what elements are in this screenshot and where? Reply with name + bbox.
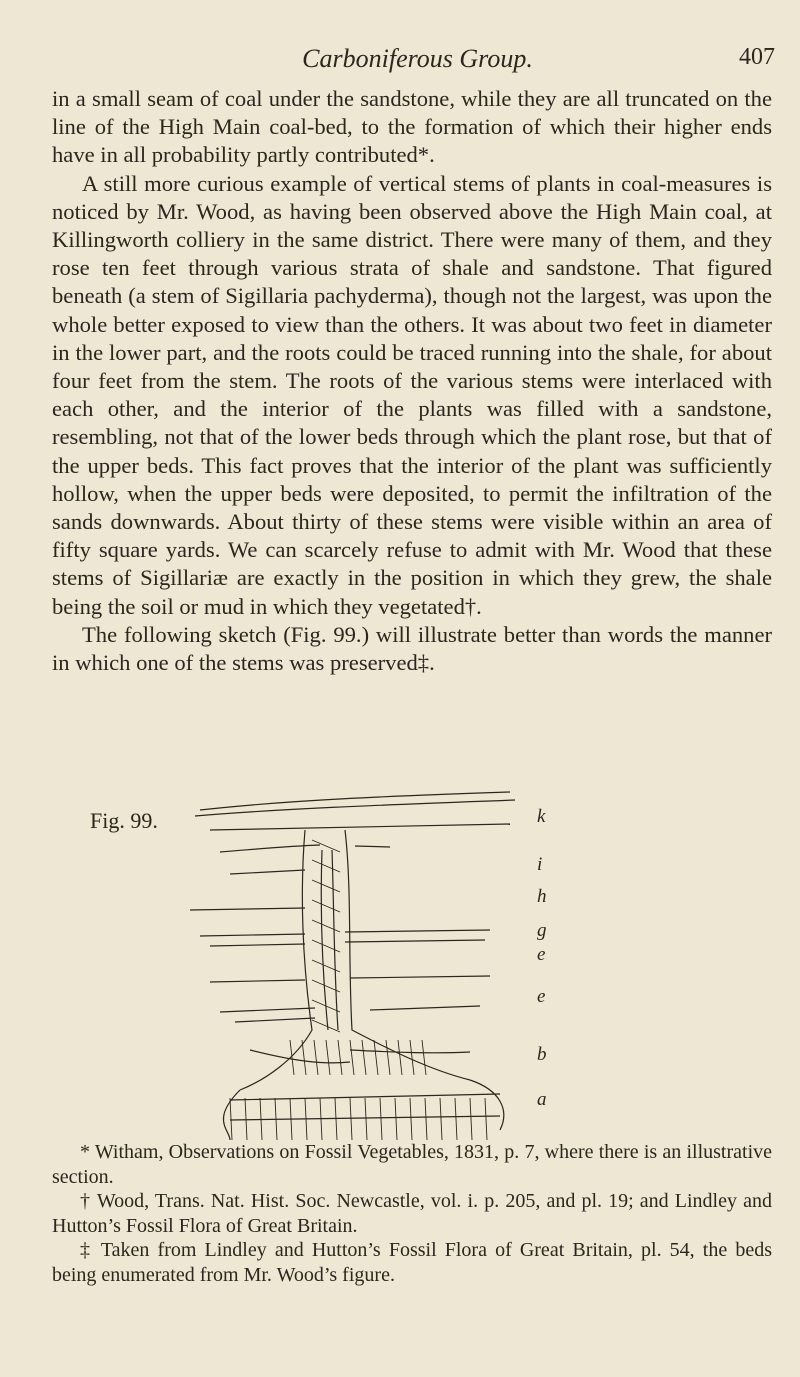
body-text: [52, 85, 772, 677]
footnote-3: ‡ Taken from Lindley and Hutton’s Fossil Flora of Great Britain, pl. 54, the beds being enumerated from Mr. Wood’s figure.: [52, 1239, 772, 1286]
bed-letter-h: h: [537, 886, 547, 907]
page-header: [60, 44, 775, 80]
fossil-stem-sketch: [90, 790, 560, 1150]
paragraph-1: in a small seam of coal under the sandstone, while they are all truncated on the line of the High Main coal-bed, to the formation of which their higher ends have in all probability partly contributed*.: [52, 86, 772, 168]
footnote-1: * Witham, Observations on Fossil Vegetables, 1831, p. 7, where there is an illustrative section.: [52, 1141, 772, 1188]
page-number: 407: [739, 44, 775, 70]
paragraph-2: A still more curious example of vertical stems of plants in coal-measures is noticed by Mr. Wood, as having been observed above the High Main coal, at Killingworth colliery in the same district. There were many of them, and they rose ten feet through various strata of shale and sandstone. That figured beneath (a stem of Sigillaria pachyderma), though not the largest, was upon the whole better exposed to view than the others. It was about two feet in diameter in the lower part, and the roots could be traced running into the shale, for about four feet from the stem. The roots of the various stems were interlaced with each other, and the interior of the plants was filled with a sandstone, resembling, not that of the lower beds through which the plant rose, but that of the upper beds. This fact proves that the interior of the plant was sufficiently hollow, when the upper beds were deposited, to permit the infiltration of the sands downwards. About thirty of these stems were visible within an area of fifty square yards. We can scarcely refuse to admit with Mr. Wood that these stems of Sigillariæ are exactly in the position in which they grew, the shale being the soil or mud in which they vegetated†.: [52, 170, 772, 619]
bed-letter-k: k: [537, 806, 546, 827]
bed-letter-a: a: [537, 1089, 547, 1110]
bed-letter-i: i: [537, 854, 543, 875]
footnotes: [52, 1140, 772, 1287]
paragraph-3: The following sketch (Fig. 99.) will illustrate better than words the manner in which one of the stems was preserved‡.: [52, 621, 772, 676]
bed-letter-b: b: [537, 1044, 547, 1065]
figure-label: Fig. 99.: [90, 808, 158, 833]
figure-99: [90, 790, 560, 1150]
bed-letter-g: g: [537, 920, 547, 941]
running-head: Carboniferous Group.: [302, 44, 533, 73]
bed-letter-e-upper: e: [537, 944, 546, 965]
bed-letter-e-lower: e: [537, 986, 546, 1007]
footnote-2: † Wood, Trans. Nat. Hist. Soc. Newcastle, vol. i. p. 205, and pl. 19; and Lindley and Hutton’s Fossil Flora of Great Britain.: [52, 1190, 772, 1237]
